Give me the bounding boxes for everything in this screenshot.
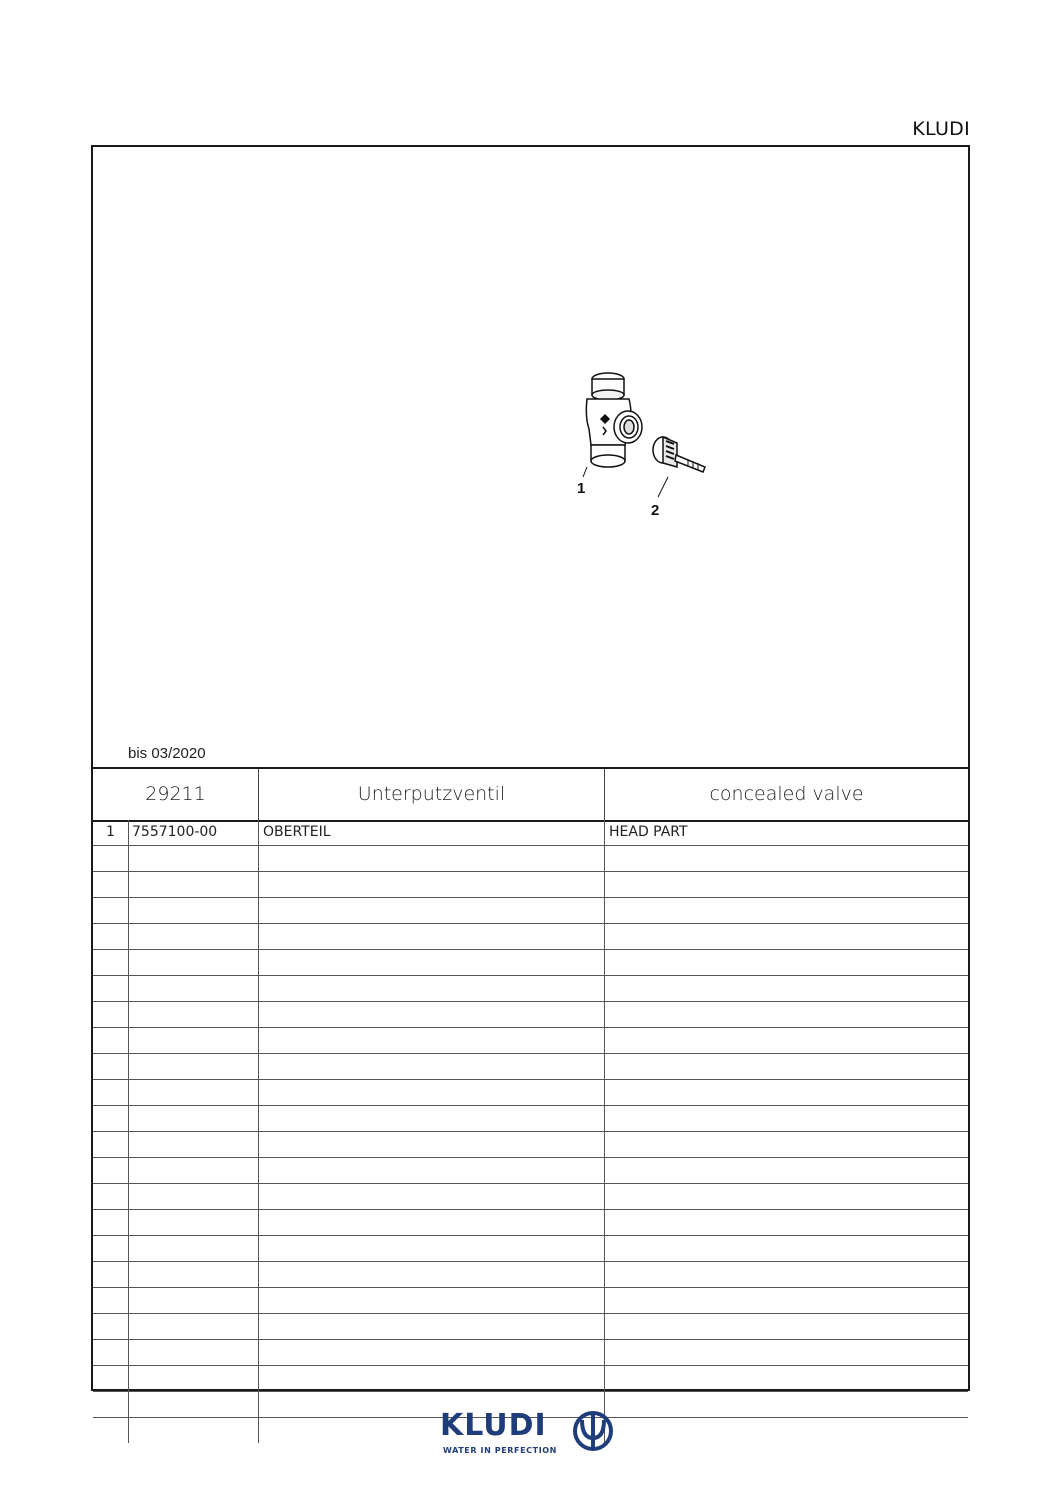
cell-de <box>259 1132 605 1157</box>
cell-article <box>129 1392 259 1417</box>
cell-de <box>259 1002 605 1027</box>
table-row <box>93 1028 968 1054</box>
cell-pos <box>93 1288 129 1313</box>
logo-wordmark: KLUDI <box>440 1408 547 1443</box>
cell-en <box>605 846 968 871</box>
cell-pos <box>93 1080 129 1105</box>
cell-article <box>129 1418 259 1443</box>
table-row <box>93 1002 968 1028</box>
cell-en <box>605 976 968 1001</box>
cell-pos <box>93 872 129 897</box>
cell-pos <box>93 1418 129 1443</box>
cell-en <box>605 1158 968 1183</box>
callout-leader-1 <box>583 467 587 477</box>
cell-en <box>605 898 968 923</box>
cell-en <box>605 1366 968 1391</box>
table-row <box>93 898 968 924</box>
table-row <box>93 924 968 950</box>
cell-en <box>605 1340 968 1365</box>
cell-en <box>605 1106 968 1131</box>
cell-article <box>129 1028 259 1053</box>
callout-leader-2 <box>658 477 668 497</box>
cell-article <box>129 1288 259 1313</box>
cell-de <box>259 1210 605 1235</box>
cell-pos <box>93 1366 129 1391</box>
cell-de <box>259 1106 605 1131</box>
cell-en <box>605 950 968 975</box>
table-row <box>93 1314 968 1340</box>
cell-article <box>129 1236 259 1261</box>
cell-article <box>129 1106 259 1131</box>
cell-en <box>605 1028 968 1053</box>
cell-article <box>129 1340 259 1365</box>
cell-en: HEAD PART <box>609 824 688 840</box>
cell-de <box>259 1028 605 1053</box>
cell-de <box>259 898 605 923</box>
table-row <box>93 1210 968 1236</box>
cell-article <box>129 1184 259 1209</box>
cell-en <box>605 1288 968 1313</box>
cell-en <box>605 1314 968 1339</box>
cell-article <box>129 1314 259 1339</box>
cell-article <box>129 1054 259 1079</box>
cell-de <box>259 1262 605 1287</box>
cell-pos <box>93 1262 129 1287</box>
cell-pos <box>93 1002 129 1027</box>
cell-pos <box>93 1236 129 1261</box>
cell-pos <box>93 1184 129 1209</box>
cell-en <box>605 1054 968 1079</box>
brand-name: KLUDI <box>912 118 970 140</box>
cell-en <box>605 1002 968 1027</box>
water-drop-logo-icon <box>568 1410 618 1452</box>
cell-en <box>605 1262 968 1287</box>
cell-pos <box>93 1158 129 1183</box>
cell-pos <box>93 1340 129 1365</box>
logo-tagline: WATER IN PERFECTION <box>443 1446 557 1455</box>
cell-de <box>259 1236 605 1261</box>
cell-de <box>259 1288 605 1313</box>
cell-article <box>129 950 259 975</box>
table-row <box>93 1236 968 1262</box>
cell-de <box>259 1366 605 1391</box>
cell-article <box>129 1158 259 1183</box>
table-row <box>93 1080 968 1106</box>
cell-pos <box>93 1054 129 1079</box>
cell-de <box>259 1054 605 1079</box>
cell-de <box>259 924 605 949</box>
cell-article <box>129 1080 259 1105</box>
parts-table <box>93 820 968 1443</box>
cell-de <box>259 1080 605 1105</box>
product-name-en: concealed valve <box>709 783 864 805</box>
callout-2: 2 <box>651 502 660 517</box>
table-row <box>93 846 968 872</box>
cell-pos <box>93 1210 129 1235</box>
table-row <box>93 1288 968 1314</box>
title-row <box>93 767 968 822</box>
callout-1: 1 <box>577 480 586 497</box>
cell-article <box>129 1132 259 1157</box>
cell-pos <box>93 950 129 975</box>
article-number: 29211 <box>93 769 259 820</box>
cell-pos <box>93 1106 129 1131</box>
validity-note: bis 03/2020 <box>128 745 206 762</box>
cell-en <box>605 872 968 897</box>
cell-de <box>259 976 605 1001</box>
cell-article <box>129 846 259 871</box>
cell-article <box>129 976 259 1001</box>
cell-pos <box>93 1132 129 1157</box>
cell-en <box>605 1418 968 1443</box>
cell-de <box>259 1314 605 1339</box>
exploded-drawing-area <box>93 147 968 767</box>
table-row <box>93 950 968 976</box>
product-name-de: Unterputzventil <box>259 769 605 820</box>
table-row <box>93 820 968 846</box>
kludi-logo <box>440 1408 620 1468</box>
table-row <box>93 976 968 1002</box>
table-row <box>93 872 968 898</box>
cell-pos <box>93 1028 129 1053</box>
cell-de: OBERTEIL <box>259 820 605 845</box>
table-row <box>93 1054 968 1080</box>
cell-pos <box>93 898 129 923</box>
valve-body-part <box>586 373 642 467</box>
cell-pos <box>93 924 129 949</box>
table-row <box>93 1184 968 1210</box>
drawing-frame <box>91 145 970 1391</box>
cell-article <box>129 924 259 949</box>
cell-article <box>129 1210 259 1235</box>
cell-en <box>605 924 968 949</box>
cell-pos <box>93 976 129 1001</box>
cell-article <box>129 1262 259 1287</box>
cell-de <box>259 1158 605 1183</box>
cell-de <box>259 872 605 897</box>
cell-en <box>605 1210 968 1235</box>
cell-pos <box>93 1392 129 1417</box>
cell-article <box>129 872 259 897</box>
cell-article <box>129 1002 259 1027</box>
cell-de <box>259 1340 605 1365</box>
cell-en <box>605 1080 968 1105</box>
table-row <box>93 1158 968 1184</box>
table-row <box>93 1106 968 1132</box>
cell-article <box>129 1366 259 1391</box>
cell-pos: 1 <box>93 820 129 845</box>
cell-en <box>605 1132 968 1157</box>
valve-exploded-drawing <box>463 367 723 517</box>
cell-en <box>605 1184 968 1209</box>
table-row <box>93 1262 968 1288</box>
cell-en <box>605 1392 968 1417</box>
cell-article <box>129 898 259 923</box>
table-row <box>93 1132 968 1158</box>
head-part <box>653 437 705 472</box>
cell-de <box>259 1184 605 1209</box>
table-row <box>93 1366 968 1392</box>
cell-de <box>259 846 605 871</box>
cell-article: 7557100-00 <box>129 820 259 845</box>
table-row <box>93 1340 968 1366</box>
cell-de <box>259 950 605 975</box>
cell-en <box>605 1236 968 1261</box>
cell-pos <box>93 1314 129 1339</box>
cell-pos <box>93 846 129 871</box>
